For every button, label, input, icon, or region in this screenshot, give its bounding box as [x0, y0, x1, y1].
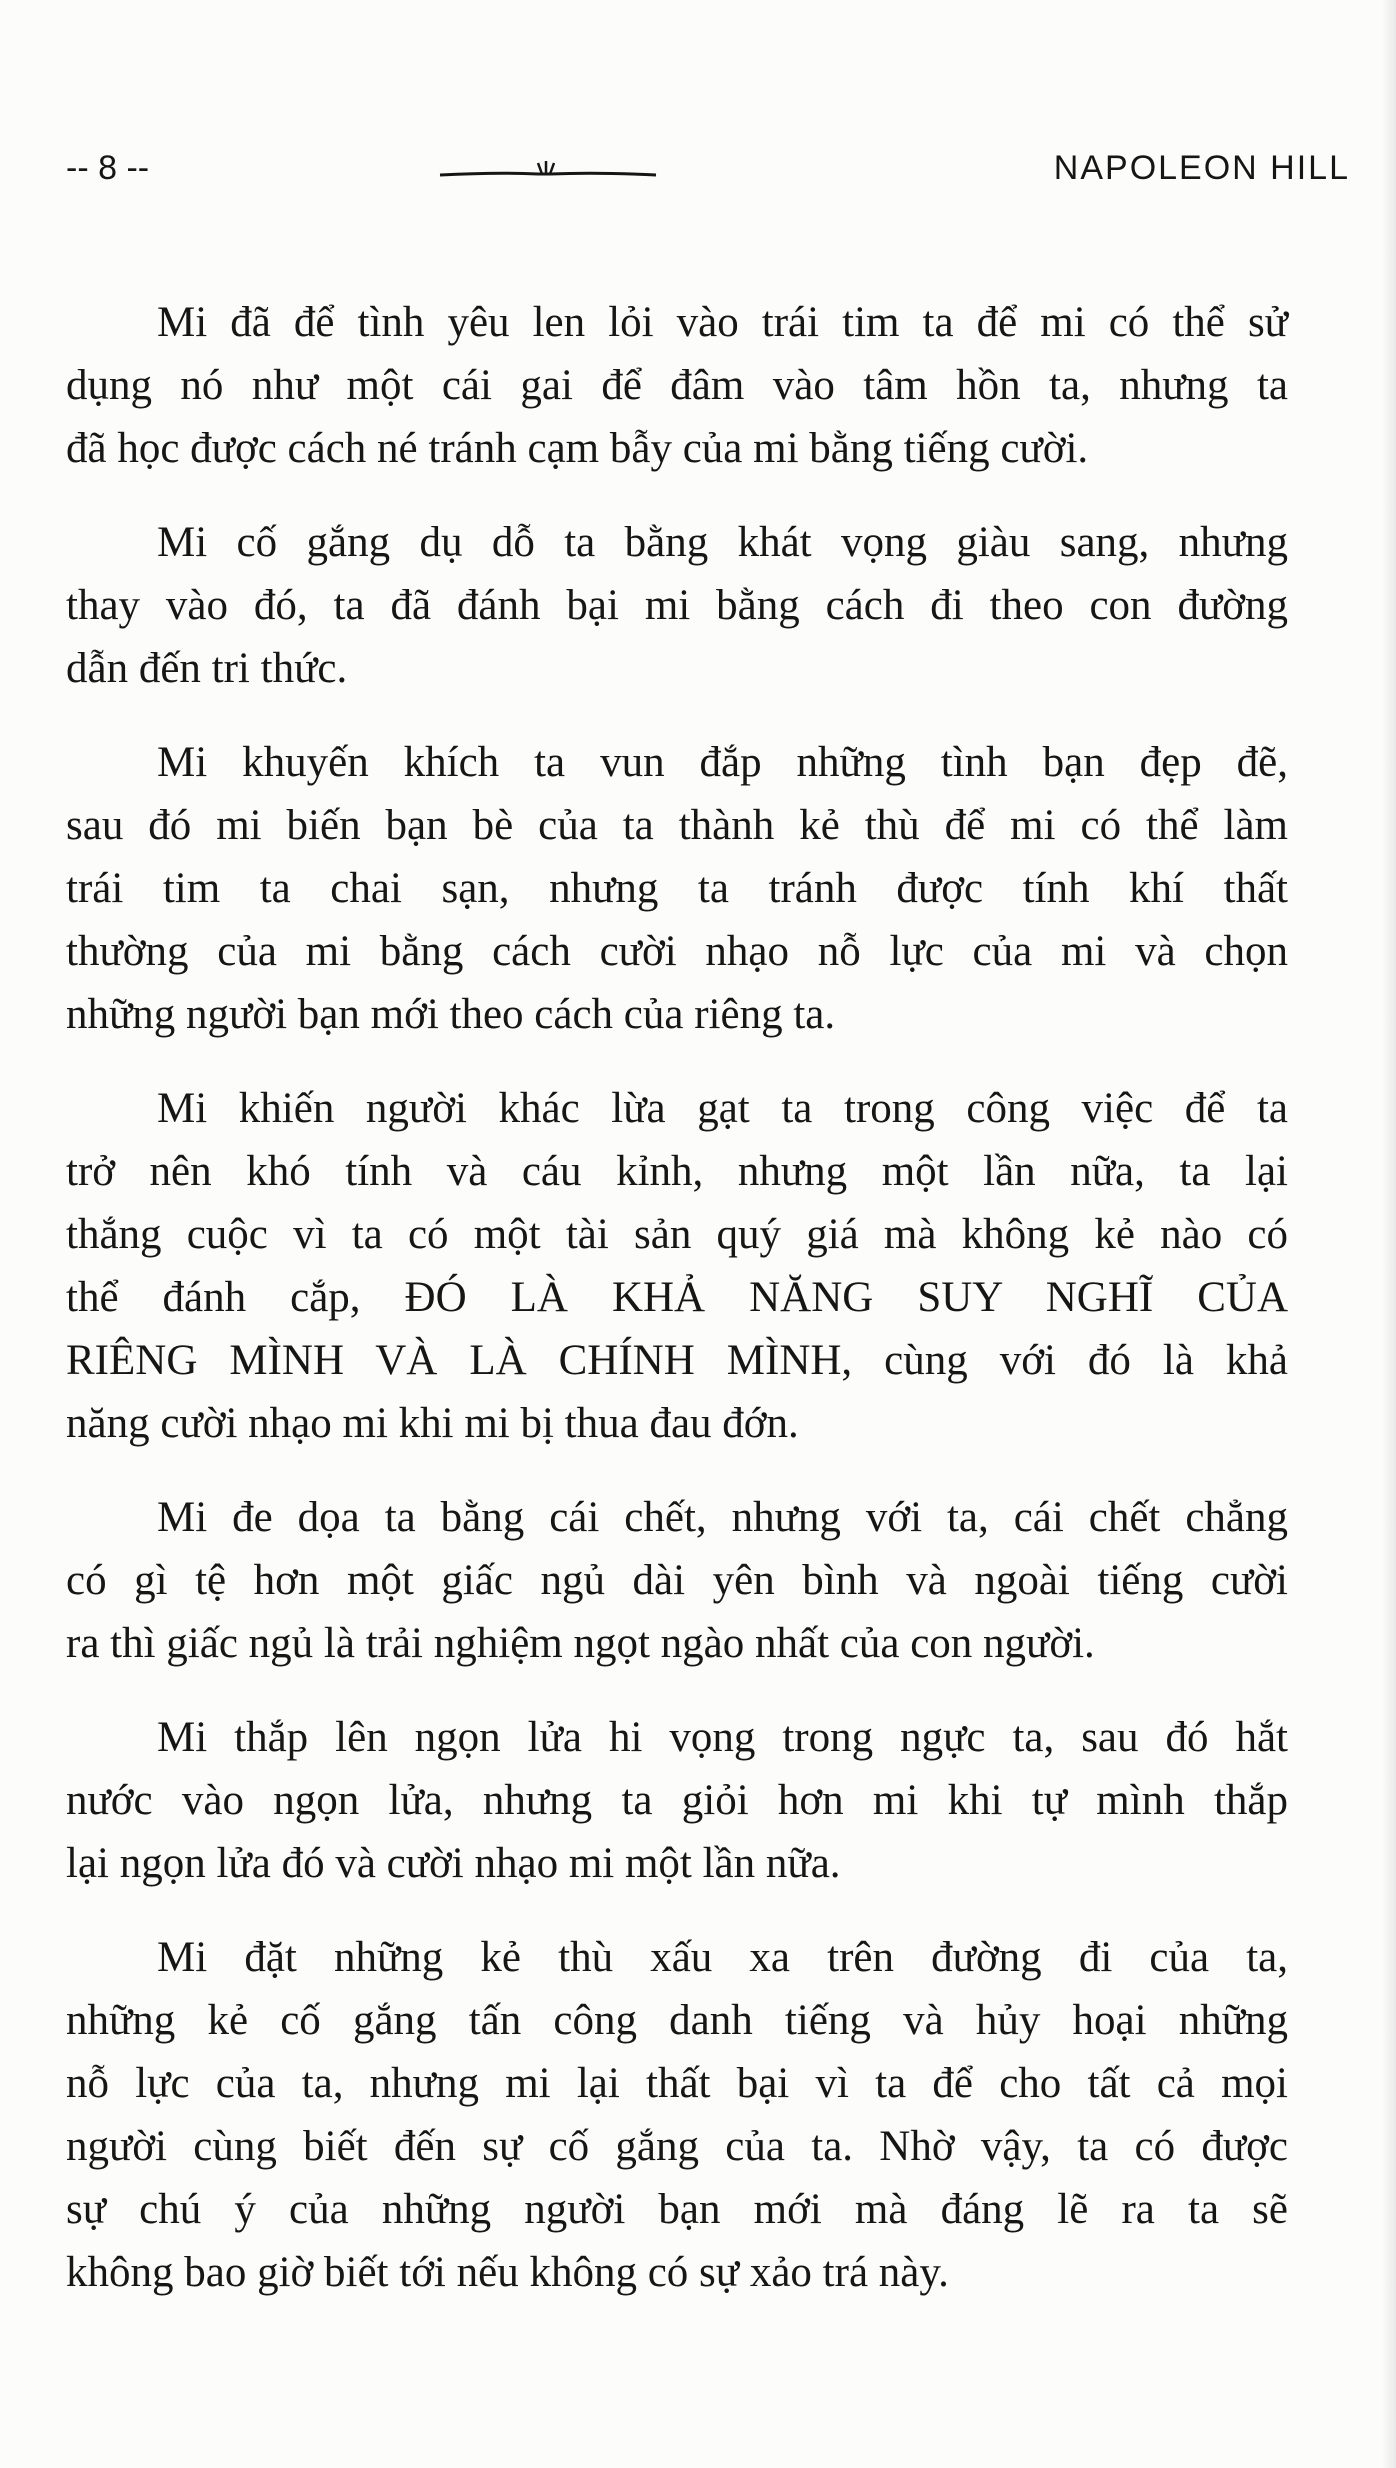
ornament-divider-icon	[438, 159, 658, 183]
paragraph	[66, 1077, 1288, 1455]
text-line: những kẻ cố gắng tấn công danh tiếng và hủy hoại những	[66, 1997, 1288, 2044]
paragraph	[66, 1706, 1288, 1895]
page-number: -- 8 --	[66, 149, 150, 187]
text-line: thường của mi bằng cách cười nhạo nỗ lực của mi và chọn	[66, 928, 1288, 975]
text-line: Mi khiến người khác lừa gạt ta trong công việc để ta	[157, 1085, 1288, 1132]
text-line: dụng nó như một cái gai để đâm vào tâm hồn ta, nhưng ta	[66, 362, 1288, 409]
text-line: Mi đã để tình yêu len lỏi vào trái tim ta để mi có thể sử	[157, 299, 1288, 346]
text-line: thắng cuộc vì ta có một tài sản quý giá mà không kẻ nào có	[66, 1211, 1288, 1258]
paragraph	[66, 511, 1288, 700]
text-line: dẫn đến tri thức.	[66, 645, 348, 692]
text-line: có gì tệ hơn một giấc ngủ dài yên bình và ngoài tiếng cười	[66, 1557, 1288, 1604]
paragraph	[66, 291, 1288, 480]
text-line: Mi đe dọa ta bằng cái chết, nhưng với ta, cái chết chẳng	[157, 1494, 1288, 1541]
text-line: lại ngọn lửa đó và cười nhạo mi một lần nữa.	[66, 1840, 841, 1887]
text-line: trái tim ta chai sạn, nhưng ta tránh được tính khí thất	[66, 865, 1288, 912]
text-line: đã học được cách né tránh cạm bẫy của mi bằng tiếng cười.	[66, 425, 1089, 472]
paragraph	[66, 1486, 1288, 1675]
text-line: sau đó mi biến bạn bè của ta thành kẻ thù để mi có thể làm	[66, 802, 1288, 849]
text-line: sự chú ý của những người bạn mới mà đáng lẽ ra ta sẽ	[66, 2186, 1288, 2233]
text-line: trở nên khó tính và cáu kỉnh, nhưng một lần nữa, ta lại	[66, 1148, 1288, 1195]
text-line: năng cười nhạo mi khi mi bị thua đau đớn.	[66, 1400, 799, 1447]
text-line: không bao giờ biết tới nếu không có sự xảo trá này.	[66, 2249, 949, 2296]
text-line: Mi đặt những kẻ thù xấu xa trên đường đi của ta,	[157, 1934, 1288, 1981]
text-line: nỗ lực của ta, nhưng mi lại thất bại vì ta để cho tất cả mọi	[66, 2060, 1288, 2107]
page-header	[66, 145, 1350, 201]
page-edge-shadow	[1382, 0, 1396, 2468]
text-line: ra thì giấc ngủ là trải nghiệm ngọt ngào nhất của con người.	[66, 1620, 1095, 1667]
text-line: người cùng biết đến sự cố gắng của ta. Nhờ vậy, ta có được	[66, 2123, 1288, 2170]
running-title: NAPOLEON HILL	[1053, 149, 1350, 187]
text-line: Mi thắp lên ngọn lửa hi vọng trong ngực ta, sau đó hắt	[157, 1714, 1288, 1761]
text-line: Mi khuyến khích ta vun đắp những tình bạn đẹp đẽ,	[157, 739, 1288, 786]
body-text	[66, 291, 1288, 2335]
text-line: thay vào đó, ta đã đánh bại mi bằng cách đi theo con đường	[66, 582, 1288, 629]
text-line: nước vào ngọn lửa, nhưng ta giỏi hơn mi khi tự mình thắp	[66, 1777, 1288, 1824]
paragraph	[66, 1926, 1288, 2304]
paragraph	[66, 731, 1288, 1046]
text-line: thể đánh cắp, ĐÓ LÀ KHẢ NĂNG SUY NGHĨ CỦA	[66, 1274, 1288, 1321]
text-line: RIÊNG MÌNH VÀ LÀ CHÍNH MÌNH, cùng với đó là khả	[66, 1337, 1288, 1384]
text-line: những người bạn mới theo cách của riêng ta.	[66, 991, 836, 1038]
text-line: Mi cố gắng dụ dỗ ta bằng khát vọng giàu sang, nhưng	[157, 519, 1288, 566]
